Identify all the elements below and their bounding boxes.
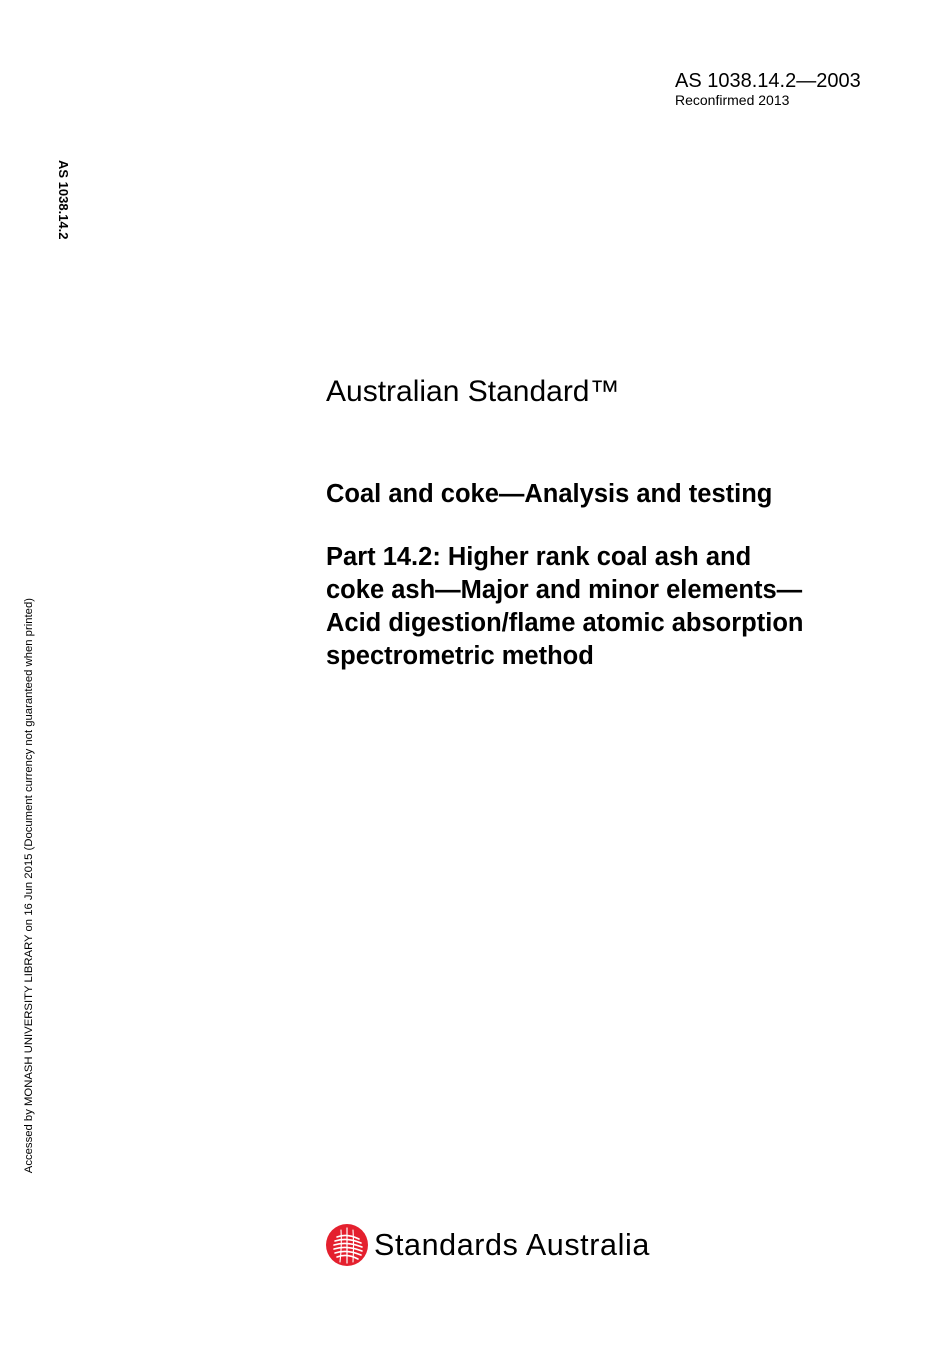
standards-australia-logo-icon <box>325 1223 369 1267</box>
part-title <box>326 541 926 673</box>
standards-australia-logo <box>325 1222 650 1268</box>
standard-label: Australian Standard™ <box>326 375 620 408</box>
reconfirmed-note: Reconfirmed 2013 <box>675 92 790 108</box>
series-title: Coal and coke—Analysis and testing <box>326 480 773 508</box>
document-number: AS 1038.14.2—2003 <box>675 70 861 92</box>
part-title-line: coke ash—Major and minor elements— <box>326 576 803 604</box>
part-title-line: Acid digestion/flame atomic absorption <box>326 609 804 637</box>
side-document-code: AS 1038.14.2 <box>56 160 71 240</box>
logo-wordmark: Standards Australia <box>374 1228 650 1262</box>
part-title-line: spectrometric method <box>326 642 594 670</box>
part-title-line: Part 14.2: Higher rank coal ash and <box>326 543 752 571</box>
access-note: Accessed by MONASH UNIVERSITY LIBRARY on 16 Jun 2015 (Document currency not guaranteed when printed) <box>23 598 35 1174</box>
